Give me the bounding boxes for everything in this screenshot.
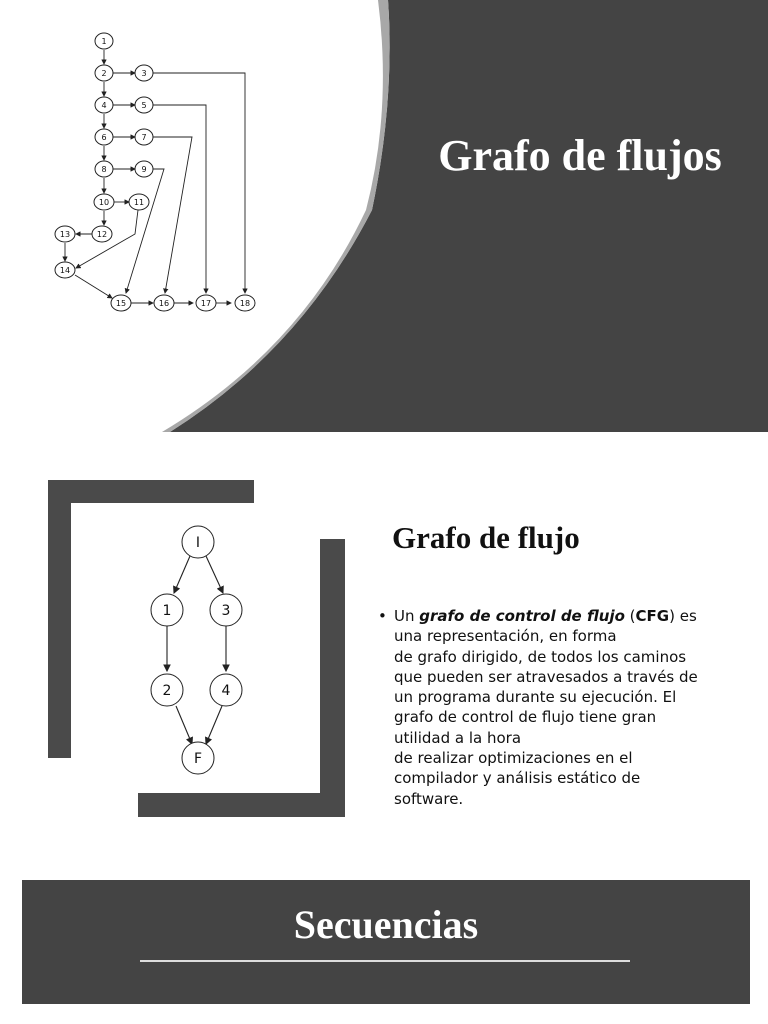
title-underline	[140, 960, 630, 962]
slide-grafo-de-flujo	[0, 432, 768, 864]
frame-top-bar	[48, 480, 254, 503]
bullet-text	[394, 606, 718, 809]
node-label-11: 11	[133, 198, 145, 207]
bullet-dot: •	[378, 607, 387, 625]
slide-grafo-de-flujos	[0, 0, 768, 432]
edge-9-15	[126, 169, 164, 293]
bullet-paren-open: (	[624, 607, 636, 625]
slide-secuencias	[0, 864, 768, 1024]
node-label-4: 4	[101, 101, 107, 110]
cfg-node-label-2: 2	[162, 683, 172, 699]
bullet-line-10: software.	[394, 789, 464, 808]
cfg-edge-2-f	[176, 706, 192, 744]
node-label-14: 14	[59, 266, 71, 275]
node-label-5: 5	[141, 101, 147, 110]
node-label-16: 16	[158, 299, 170, 308]
node-label-3: 3	[141, 69, 147, 78]
bullet-pre: Un	[394, 607, 420, 625]
cfg-edge-i-1	[174, 556, 190, 593]
node-label-12: 12	[96, 230, 108, 239]
bullet-line-4: que pueden ser atravesados a través de	[394, 667, 698, 686]
edge-5-17	[152, 105, 206, 293]
cfg-node-label-4: 4	[221, 683, 231, 699]
slide1-title: Grafo de flujos	[438, 131, 722, 180]
bullet-line-5: un programa durante su ejecución. El	[394, 688, 677, 707]
edge-14-15	[75, 275, 112, 298]
node-label-1: 1	[101, 37, 107, 46]
title-band	[22, 880, 750, 1004]
slide3-title: Secuencias	[293, 902, 479, 947]
node-label-10: 10	[98, 198, 110, 207]
flow-graph-diagram	[0, 0, 300, 330]
node-label-7: 7	[141, 133, 147, 142]
cfg-node-label-1: 1	[162, 603, 172, 619]
bullet-line-9: compilador y análisis estático de	[394, 769, 641, 788]
bullet-line-8: de realizar optimizaciones en el	[394, 749, 633, 768]
frame-left-bar	[48, 480, 71, 758]
node-label-2: 2	[101, 69, 107, 78]
bullet-line-6: grafo de control de flujo tiene gran	[394, 708, 657, 727]
node-label-15: 15	[115, 299, 127, 308]
bullet-line-7: utilidad a la hora	[394, 728, 522, 747]
node-label-17: 17	[200, 299, 212, 308]
bullet-term: grafo de control de flujo	[419, 607, 625, 625]
definition-bullet	[378, 606, 718, 809]
node-label-9: 9	[141, 165, 147, 174]
bullet-line-1	[394, 606, 718, 626]
node-label-8: 8	[101, 165, 107, 174]
bullet-line-2: una representación, en forma	[394, 627, 617, 646]
node-label-18: 18	[239, 299, 251, 308]
edge-3-18	[152, 73, 245, 293]
frame-bottom-bar	[138, 793, 345, 817]
cfg-node-label-f: F	[193, 751, 203, 767]
cfg-diagram	[130, 518, 270, 778]
cfg-edge-i-3	[206, 556, 223, 593]
cfg-edge-4-f	[206, 706, 222, 744]
edge-7-16	[152, 137, 192, 293]
bullet-acronym: CFG	[635, 607, 670, 625]
node-label-13: 13	[59, 230, 71, 239]
slide2-title: Grafo de flujo	[392, 520, 580, 555]
frame-right-bar	[320, 539, 345, 817]
bullet-line-3: de grafo dirigido, de todos los caminos	[394, 647, 687, 666]
cfg-node-label-i: I	[195, 535, 201, 551]
bullet-paren-close: ) es	[669, 607, 697, 625]
node-label-6: 6	[101, 133, 107, 142]
cfg-node-label-3: 3	[221, 603, 231, 619]
